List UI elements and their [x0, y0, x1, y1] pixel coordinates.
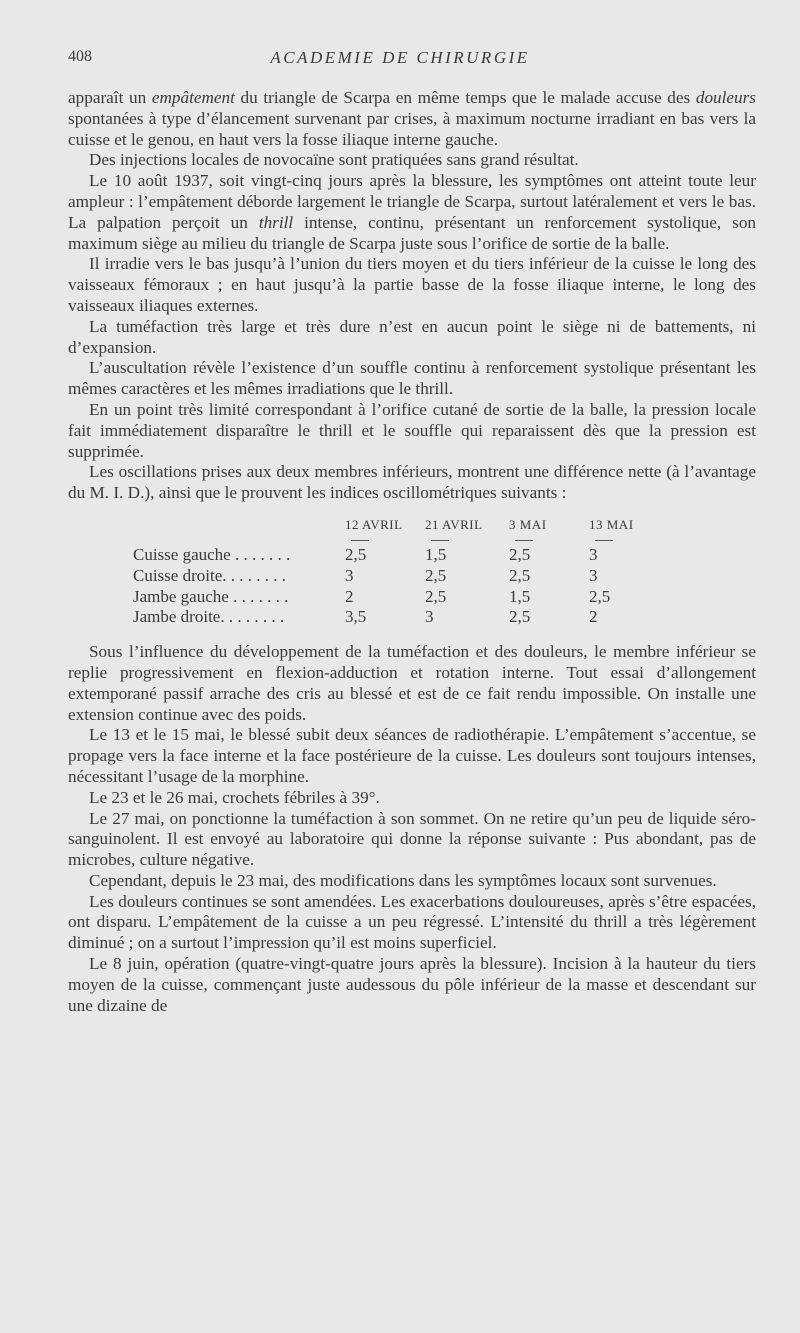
row-label: Jambe gauche . . . . . . . — [133, 586, 289, 606]
table-cell: 2,5 — [345, 544, 367, 564]
page-number: 408 — [68, 48, 92, 65]
column-header: 12 AVRIL — [345, 516, 425, 545]
page-header — [68, 48, 732, 72]
table-cell: 2 — [589, 607, 598, 627]
paragraph-4: Il irradie vers le bas jusqu’à l’union du tiers moyen et du tiers inférieur de la cuisse le long des vaisseaux fémoraux ; en haut jusqu’à la partie basse de la fosse iliaque interne, le long des vaisseaux iliaques externes. — [68, 254, 756, 315]
table-header-row — [133, 516, 649, 545]
table-cell: 2,5 — [509, 607, 531, 627]
paragraph-9: Sous l’influence du développement de la tuméfaction et des douleurs, le membre inférieur se replie progressivement en flexion-adduction et rotation interne. Tout essai d’allongement extemporané passif arrache des cris au blessé et est de ce fait rendu impossible. On installe une extension continue avec des poids. — [68, 642, 756, 724]
running-title: ACADEMIE DE CHIRURGIE — [270, 48, 530, 67]
paragraph-3: Le 10 août 1937, soit vingt-cinq jours après la blessure, les symptômes ont atteint toute leur ampleur : l’empâtement déborde largement le triangle de Scarpa, surtout latéralement et vers le bas. La palpation perçoit un thrill intense, continu, présentant un renforcement systolique, son maximum siège au milieu du triangle de Scarpa juste sous l’orifice de sortie de la balle. — [68, 171, 757, 253]
table-cell: 2,5 — [425, 565, 447, 585]
table-cell: 1,5 — [509, 586, 531, 606]
paragraph-6: L’auscultation révèle l’existence d’un souffle continu à renforcement systolique présentant les mêmes caractères et les mêmes irradiations que le thrill. — [68, 358, 756, 399]
oscillometric-table — [133, 516, 649, 628]
table-cell: 2,5 — [425, 586, 447, 606]
paragraph-10: Le 13 et le 15 mai, le blessé subit deux séances de radiothérapie. L’empâtement s’accentue, se propage vers la face interne et la face postérieure de la cuisse. Les douleurs sont toujours intenses, nécessitant l’usage de la morphine. — [68, 725, 756, 786]
paragraph-13: Cependant, depuis le 23 mai, des modifications dans les symptômes locaux sont survenues. — [89, 870, 717, 890]
table-row — [133, 607, 649, 628]
table-cell: 2 — [345, 586, 354, 606]
body-text — [68, 88, 756, 1016]
table-cell: 3,5 — [345, 607, 367, 627]
table-cell: 3 — [425, 607, 434, 627]
paragraph-1: apparaît un empâtement du triangle de Scarpa en même temps que le malade accuse des douleurs spontanées à type d’élancement survenant par crises, à maximum nocturne irradiant en bas vers la cuisse et le genou, en haut vers la fosse iliaque interne gauche. — [68, 88, 756, 149]
paragraph-15: Le 8 juin, opération (quatre-vingt-quatre jours après la blessure). Incision à la hauteur du tiers moyen de la cuisse, commençant juste audessous du pôle inférieur de la masse et descendant sur une dizaine de — [68, 954, 756, 1015]
table-cell: 2,5 — [589, 586, 611, 606]
paragraph-8: Les oscillations prises aux deux membres inférieurs, montrent une différence nette (à l’avantage du M. I. D.), ainsi que le prouvent les indices oscillométriques suivants : — [68, 462, 756, 503]
table-row — [133, 566, 649, 587]
paragraph-7: En un point très limité correspondant à l’orifice cutané de sortie de la balle, la pression locale fait immédiatement disparaître le thrill et le souffle qui reparaissent dès que la pression est supprimée. — [68, 399, 756, 461]
table-row — [133, 587, 649, 608]
paragraph-2: Des injections locales de novocaïne sont pratiquées sans grand résultat. — [89, 150, 579, 170]
paragraph-11: Le 23 et le 26 mai, crochets fébriles à 39°. — [89, 787, 380, 807]
table-cell: 2,5 — [509, 544, 531, 564]
paragraph-5: La tuméfaction très large et très dure n’est en aucun point le siège ni de battements, ni d’expansion. — [68, 316, 756, 357]
table-row — [133, 545, 649, 566]
column-header: 3 MAI — [509, 516, 589, 545]
row-label: Jambe droite. . . . . . . . — [133, 607, 285, 627]
table-cell: 3 — [589, 544, 598, 564]
table-cell: 1,5 — [425, 544, 447, 564]
column-header: 13 MAI — [589, 516, 649, 545]
row-label: Cuisse droite. . . . . . . . — [133, 565, 286, 585]
table-cell: 3 — [589, 565, 598, 585]
column-header: 21 AVRIL — [425, 516, 509, 545]
table-cell: 2,5 — [509, 565, 531, 585]
table-cell: 3 — [345, 565, 354, 585]
row-label: Cuisse gauche . . . . . . . — [133, 544, 291, 564]
paragraph-12: Le 27 mai, on ponctionne la tuméfaction à son sommet. On ne retire qu’un peu de liquide séro-sanguinolent. Il est envoyé au laboratoire qui donne la réponse suivante : Pus abondant, pas de microbes, culture négative. — [68, 808, 756, 870]
paragraph-14: Les douleurs continues se sont amendées. Les exacerbations douloureuses, après s’être espacées, ont disparu. L’empâtement de la cuisse a un peu régressé. L’intensité du thrill a très légèrement diminué ; on a surtout l’impression qu’il est moins superficiel. — [68, 891, 756, 953]
